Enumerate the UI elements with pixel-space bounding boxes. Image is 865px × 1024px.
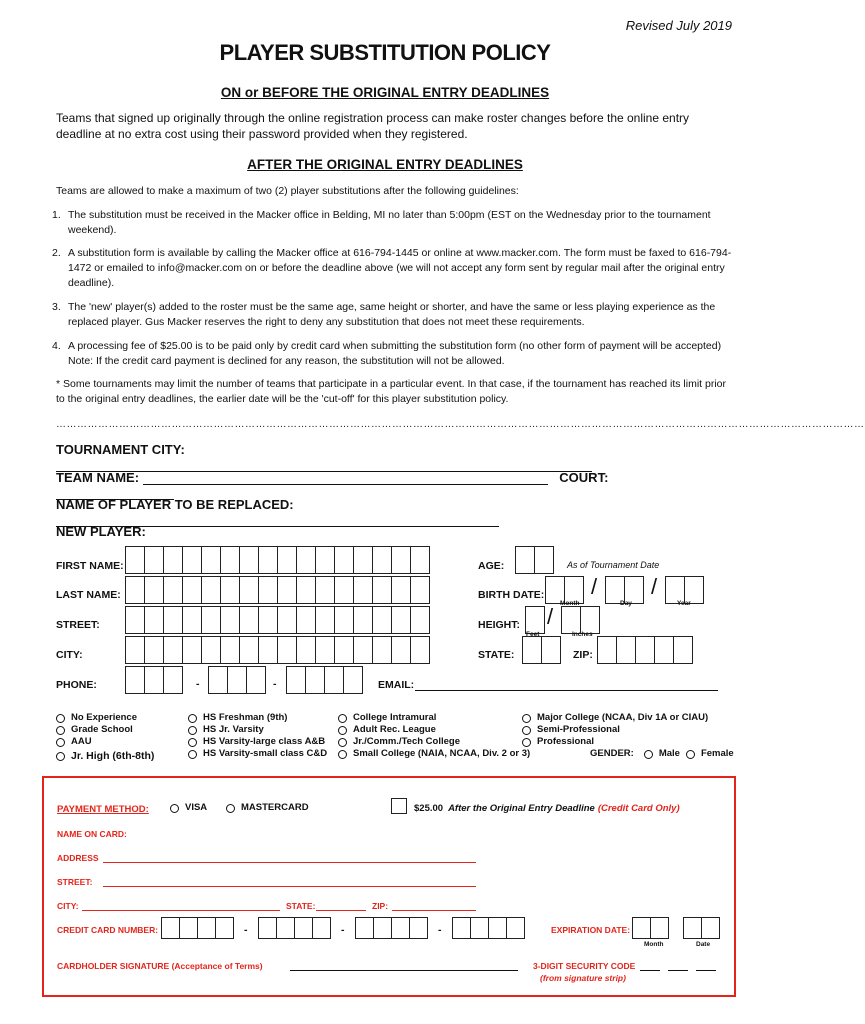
- experience-col-3: [338, 712, 530, 760]
- experience-option[interactable]: Professional: [522, 736, 708, 748]
- section1-heading: ON or BEFORE THE ORIGINAL ENTRY DEADLINES: [220, 85, 550, 100]
- experience-col-1: [56, 712, 154, 762]
- height-feet-cell[interactable]: [525, 606, 544, 634]
- experience-option[interactable]: College Intramural: [338, 712, 530, 724]
- signature-line[interactable]: [290, 960, 518, 971]
- visa-radio-icon[interactable]: [170, 804, 179, 813]
- experience-option[interactable]: Semi-Professional: [522, 724, 708, 736]
- gender-label: GENDER:: [590, 748, 634, 759]
- guideline-number: 2.: [52, 247, 61, 259]
- date-slash: /: [651, 574, 658, 599]
- month-caption: Month: [560, 600, 580, 607]
- fee-text: [414, 803, 680, 815]
- experience-col-4: [522, 712, 708, 748]
- payment-method-label: PAYMENT METHOD:: [57, 804, 149, 815]
- exp-date-caption: Date: [696, 941, 711, 948]
- state-label-payment: STATE:: [286, 901, 316, 911]
- tournament-city-field[interactable]: [56, 442, 716, 472]
- experience-option[interactable]: HS Varsity-large class A&B: [188, 736, 327, 748]
- phone-line-cells[interactable]: [286, 666, 362, 694]
- revised-date: Revised July 2019: [625, 18, 732, 33]
- zip-label: ZIP:: [573, 649, 593, 661]
- radio-circle-icon[interactable]: [56, 738, 65, 747]
- experience-option[interactable]: Major College (NCAA, Div 1A or CIAU): [522, 712, 708, 724]
- cc-group-4-cells[interactable]: [452, 917, 524, 939]
- guideline-text: The 'new' player(s) added to the roster must be the same age, same height or shorter, and have the same or less playing experience as the replaced player. Gus Macker reserves the right to deny any substitution that does not meet these requirements.: [68, 301, 716, 328]
- security-code-note: (from signature strip): [540, 973, 626, 983]
- zip-cells[interactable]: [597, 636, 692, 664]
- male-radio-icon[interactable]: [644, 750, 653, 759]
- guideline-number: 4.: [52, 340, 61, 352]
- new-player-heading: NEW PLAYER:: [56, 524, 146, 539]
- team-name-line[interactable]: [143, 472, 548, 485]
- year-caption: Year: [677, 600, 691, 607]
- signature-label: CARDHOLDER SIGNATURE (Acceptance of Terms): [57, 961, 263, 971]
- age-label: AGE:: [478, 560, 505, 572]
- experience-option[interactable]: HS Freshman (9th): [188, 712, 327, 724]
- guideline-item: [52, 246, 732, 291]
- inches-caption: Inches: [572, 631, 593, 638]
- radio-circle-icon[interactable]: [56, 714, 65, 723]
- email-line[interactable]: [415, 678, 718, 691]
- team-name-label: TEAM NAME:: [56, 470, 140, 485]
- experience-option[interactable]: HS Varsity-small class C&D: [188, 748, 327, 760]
- guideline-number: 3.: [52, 301, 61, 313]
- street-label: STREET:: [56, 619, 100, 631]
- team-name-field[interactable]: [56, 470, 716, 500]
- phone-prefix-cells[interactable]: [208, 666, 265, 694]
- experience-option[interactable]: HS Jr. Varsity: [188, 724, 327, 736]
- guideline-number: 1.: [52, 209, 61, 221]
- guideline-text: The substitution must be received in the Macker office in Belding, MI no later than 5:00pm (EST on the Wednesday prior to the tournament weekend).: [68, 209, 711, 236]
- experience-option[interactable]: No Experience: [56, 712, 154, 724]
- dotted-divider: ……………………………………………………………………………………………………………………………………………………………………………………………………………: [56, 419, 865, 430]
- security-code-label: 3-DIGIT SECURITY CODE: [533, 961, 636, 971]
- cc-group-3-cells[interactable]: [355, 917, 427, 939]
- replaced-player-label: NAME OF PLAYER TO BE REPLACED:: [56, 497, 294, 512]
- security-digit-line[interactable]: [696, 960, 716, 971]
- radio-circle-icon[interactable]: [188, 714, 197, 723]
- experience-option[interactable]: Jr. High (6th-8th): [56, 750, 154, 762]
- cc-dash: -: [438, 924, 442, 936]
- radio-circle-icon[interactable]: [56, 726, 65, 735]
- experience-col-2: [188, 712, 327, 760]
- street-label-payment: STREET:: [57, 877, 93, 887]
- fee-amount: $25.00: [414, 803, 444, 814]
- fee-checkbox[interactable]: [391, 798, 407, 814]
- experience-option[interactable]: Small College (NAIA, NCAA, Div. 2 or 3): [338, 748, 530, 760]
- radio-circle-icon[interactable]: [188, 726, 197, 735]
- section2-intro: Teams are allowed to make a maximum of two (2) player substitutions after the following guidelines:: [56, 185, 519, 197]
- female-radio-icon[interactable]: [686, 750, 695, 759]
- cc-dash: -: [244, 924, 248, 936]
- age-note: As of Tournament Date: [567, 560, 660, 570]
- visa-option[interactable]: [170, 802, 207, 814]
- visa-label: VISA: [185, 802, 208, 813]
- expiration-label: EXPIRATION DATE:: [551, 925, 631, 935]
- experience-option[interactable]: Jr./Comm./Tech College: [338, 736, 530, 748]
- date-slash: /: [591, 574, 598, 599]
- security-digit-line[interactable]: [640, 960, 660, 971]
- tournament-city-label: TOURNAMENT CITY:: [56, 442, 185, 457]
- radio-circle-icon[interactable]: [338, 714, 347, 723]
- zip-line-payment[interactable]: [392, 900, 476, 911]
- first-name-label: FIRST NAME:: [56, 560, 124, 572]
- gender-options: [590, 748, 734, 760]
- height-inches-cells[interactable]: [561, 606, 599, 634]
- section1-text: Teams that signed up originally through the online registration process can make roster changes before the online entry deadline at no extra cost using their password provided when they registered.: [56, 111, 690, 141]
- expiration-month-cells[interactable]: [632, 917, 668, 939]
- mastercard-radio-icon[interactable]: [226, 804, 235, 813]
- experience-option[interactable]: AAU: [56, 736, 154, 748]
- replaced-player-field[interactable]: [56, 497, 716, 527]
- radio-circle-icon[interactable]: [522, 726, 531, 735]
- radio-circle-icon[interactable]: [522, 714, 531, 723]
- first-name-cells[interactable]: [125, 546, 429, 574]
- fee-after: After the Original Entry Deadline: [448, 803, 595, 814]
- security-digit-line[interactable]: [668, 960, 688, 971]
- birth-date-label: BIRTH DATE:: [478, 589, 545, 601]
- phone-label: PHONE:: [56, 679, 97, 691]
- guideline-text: A substitution form is available by calling the Macker office at 616-794-1445 or online at www.macker.com. The form must be faxed to 616-794-1472 or emailed to info@macker.com on or before the deadline above (we will not accept any form sent by regular mail after the original entry deadline).: [68, 247, 732, 289]
- cc-group-2-cells[interactable]: [258, 917, 330, 939]
- mastercard-label: MASTERCARD: [241, 802, 309, 813]
- radio-circle-icon[interactable]: [522, 738, 531, 747]
- state-cells[interactable]: [522, 636, 560, 664]
- female-label: Female: [700, 748, 734, 759]
- radio-circle-icon[interactable]: [338, 738, 347, 747]
- guideline-text: A processing fee of $25.00 is to be paid only by credit card when submitting the substitution form (no other form of payment will be accepted) Note: If the credit card payment is declined for any reason, the substitution will not be allowed.: [68, 340, 722, 367]
- male-label: Male: [658, 748, 680, 759]
- section2-heading: AFTER THE ORIGINAL ENTRY DEADLINES: [247, 157, 523, 172]
- city-line-payment[interactable]: [82, 900, 280, 911]
- zip-label-payment: ZIP:: [372, 901, 389, 911]
- cc-dash: -: [341, 924, 345, 936]
- last-name-cells[interactable]: [125, 576, 429, 604]
- city-cells[interactable]: [125, 636, 429, 664]
- street-line-payment[interactable]: [103, 876, 476, 887]
- guideline-item: [52, 208, 732, 238]
- state-label: STATE:: [478, 649, 515, 661]
- phone-dash: -: [196, 678, 200, 690]
- guideline-item: [52, 300, 732, 330]
- expiration-date-cells[interactable]: [683, 917, 719, 939]
- cc-group-1-cells[interactable]: [161, 917, 233, 939]
- policy-note: * Some tournaments may limit the number of teams that participate in a particular event. In that case, if the tournament has reached its limit prior to the original entry deadlines, the earlier date will be the 'cut-off' for this player substitution policy.: [56, 378, 726, 405]
- height-slash: /: [547, 604, 554, 629]
- name-on-card-label: NAME ON CARD:: [57, 829, 127, 839]
- last-name-label: LAST NAME:: [56, 589, 121, 601]
- age-cells[interactable]: [515, 546, 553, 574]
- day-caption: Day: [620, 600, 632, 607]
- exp-month-caption: Month: [644, 941, 664, 948]
- radio-circle-icon[interactable]: [188, 750, 197, 759]
- phone-dash: -: [273, 678, 277, 690]
- page-title: PLAYER SUBSTITUTION POLICY: [219, 40, 551, 65]
- radio-circle-icon[interactable]: [188, 738, 197, 747]
- city-label: CITY:: [56, 649, 83, 661]
- address-line[interactable]: [103, 852, 476, 863]
- email-label: EMAIL:: [378, 679, 415, 691]
- court-label: COURT:: [559, 470, 609, 485]
- street-cells[interactable]: [125, 606, 429, 634]
- height-label: HEIGHT:: [478, 619, 520, 631]
- mastercard-option[interactable]: [226, 802, 309, 814]
- cc-number-label: CREDIT CARD NUMBER:: [57, 925, 159, 935]
- feet-caption: Feet: [526, 631, 540, 638]
- experience-option[interactable]: Adult Rec. League: [338, 724, 530, 736]
- radio-circle-icon[interactable]: [56, 752, 65, 761]
- radio-circle-icon[interactable]: [338, 750, 347, 759]
- radio-circle-icon[interactable]: [338, 726, 347, 735]
- phone-area-code-cells[interactable]: [125, 666, 182, 694]
- city-label-payment: CITY:: [57, 901, 79, 911]
- address-label: ADDRESS: [57, 853, 99, 863]
- experience-option[interactable]: Grade School: [56, 724, 154, 736]
- guideline-item: [52, 339, 732, 369]
- state-line-payment[interactable]: [316, 900, 366, 911]
- fee-credit-only: (Credit Card Only): [597, 803, 680, 814]
